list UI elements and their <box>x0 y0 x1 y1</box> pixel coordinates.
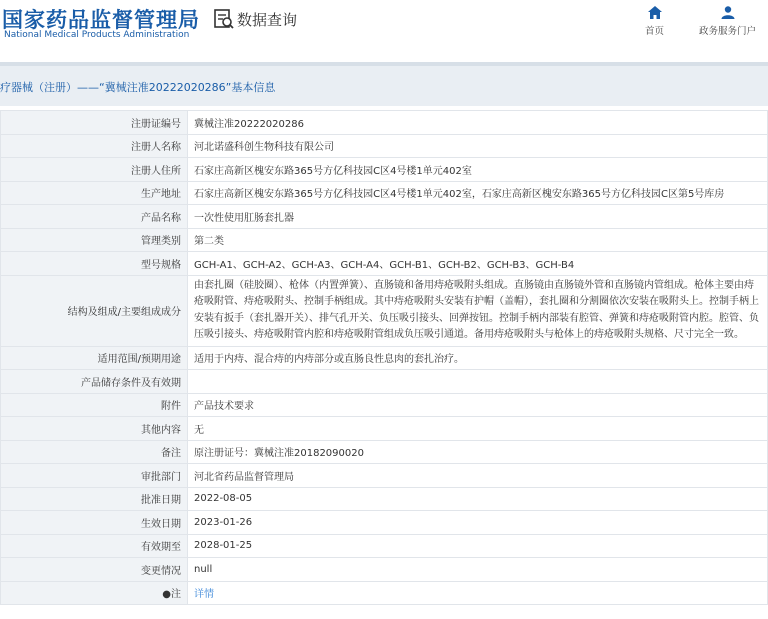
info-value: 无 <box>188 417 768 441</box>
info-label: 注册证编号 <box>1 111 188 135</box>
info-value: 石家庄高新区槐安东路365号方亿科技园C区4号楼1单元402室 <box>188 158 768 182</box>
info-value: 河北诺盛科创生物科技有限公司 <box>188 134 768 158</box>
info-row-product-name <box>1 205 768 229</box>
info-value: 2022-08-05 <box>188 487 768 511</box>
info-label: 注册人住所 <box>1 158 188 182</box>
info-label: 适用范围/预期用途 <box>1 346 188 370</box>
info-row-intended-use <box>1 346 768 370</box>
site-header <box>0 0 768 62</box>
nav-home-label: 首页 <box>645 26 665 37</box>
info-label: 审批部门 <box>1 464 188 488</box>
device-info-table <box>0 110 768 605</box>
info-value: 适用于内痔、混合痔的内痔部分或直肠良性息肉的套扎治疗。 <box>188 346 768 370</box>
info-label: 其他内容 <box>1 417 188 441</box>
info-row-effective-date <box>1 511 768 535</box>
user-icon <box>721 6 735 19</box>
info-label: 注册人名称 <box>1 134 188 158</box>
info-row-reg-no <box>1 111 768 135</box>
info-value: 河北省药品监督管理局 <box>188 464 768 488</box>
info-row-attachment <box>1 393 768 417</box>
info-label: 附件 <box>1 393 188 417</box>
info-label: 生效日期 <box>1 511 188 535</box>
info-label: 有效期至 <box>1 534 188 558</box>
site-logo-cn[interactable]: 国家药品监督管理局 <box>2 8 200 32</box>
info-row-approval-dept <box>1 464 768 488</box>
info-value: 一次性使用肛肠套扎器 <box>188 205 768 229</box>
info-value: 原注册证号：冀械注准20182090020 <box>188 440 768 464</box>
data-query-icon <box>213 8 235 30</box>
site-logo-en[interactable]: National Medical Products Administration <box>4 30 190 40</box>
info-value <box>188 370 768 394</box>
info-value: 石家庄高新区槐安东路365号方亿科技园C区4号楼1单元402室，石家庄高新区槐安东路365号方亿科技园C区第5号库房 <box>188 181 768 205</box>
info-value: null <box>188 558 768 582</box>
data-query-label: 数据查询 <box>237 10 298 29</box>
info-label: 生产地址 <box>1 181 188 205</box>
data-query-link[interactable] <box>213 8 297 30</box>
info-row-storage <box>1 370 768 394</box>
info-row-note <box>1 581 768 605</box>
info-row-production-address <box>1 181 768 205</box>
info-value: 2028-01-25 <box>188 534 768 558</box>
info-row-remarks <box>1 440 768 464</box>
nav-service-portal[interactable] <box>699 6 756 37</box>
info-label: 批准日期 <box>1 487 188 511</box>
info-label: 产品名称 <box>1 205 188 229</box>
details-link[interactable]: 详情 <box>194 589 214 601</box>
info-value: 2023-01-26 <box>188 511 768 535</box>
info-label: 型号规格 <box>1 252 188 276</box>
info-label: 产品储存条件及有效期 <box>1 370 188 394</box>
info-label: 管理类别 <box>1 228 188 252</box>
info-row-models <box>1 252 768 276</box>
info-value: 冀械注准20222020286 <box>188 111 768 135</box>
info-label: ●注 <box>1 581 188 605</box>
record-title: 疗器械（注册）——“冀械注准20222020286”基本信息 <box>0 81 276 94</box>
record-title-bar <box>0 66 768 106</box>
info-row-structure <box>1 275 768 346</box>
info-row-other <box>1 417 768 441</box>
info-value: 由套扎圈（硅胶圈）、枪体（内置弹簧）、直肠镜和备用痔疮吸附头组成。直肠镜由直肠镜外管和直肠镜内管组成。枪体主要由痔疮吸附管、痔疮吸附头、控制手柄组成。其中痔疮吸附头安装有护帽（盖帽），套扎圈和分割圈依次安装在吸附头上。控制手柄上安装有扳手（套扎器开关）、排气孔开关、负压吸引接头、回弹按钮。控制手柄内部装有腔管、弹簧和痔疮吸附管内腔。腔管、负压吸引接头、痔疮吸附管内腔和痔疮吸附管组成负压吸引通道。备用痔疮吸附头与枪体上的痔疮吸附头规格、尺寸完全一致。 <box>188 275 768 346</box>
info-row-registrant <box>1 134 768 158</box>
info-row-registrant-address <box>1 158 768 182</box>
info-label: 变更情况 <box>1 558 188 582</box>
info-row-expiry-date <box>1 534 768 558</box>
info-value: GCH-A1、GCH-A2、GCH-A3、GCH-A4、GCH-B1、GCH-B2、GCH-B3、GCH-B4 <box>188 252 768 276</box>
info-row-changes <box>1 558 768 582</box>
info-label: 结构及组成/主要组成成分 <box>1 275 188 346</box>
info-label: 备注 <box>1 440 188 464</box>
nav-service-portal-label: 政务服务门户 <box>699 26 757 37</box>
home-icon <box>648 6 662 19</box>
info-value: 第二类 <box>188 228 768 252</box>
info-row-category <box>1 228 768 252</box>
info-row-approval-date <box>1 487 768 511</box>
info-value: 产品技术要求 <box>188 393 768 417</box>
nav-home[interactable] <box>645 6 664 37</box>
